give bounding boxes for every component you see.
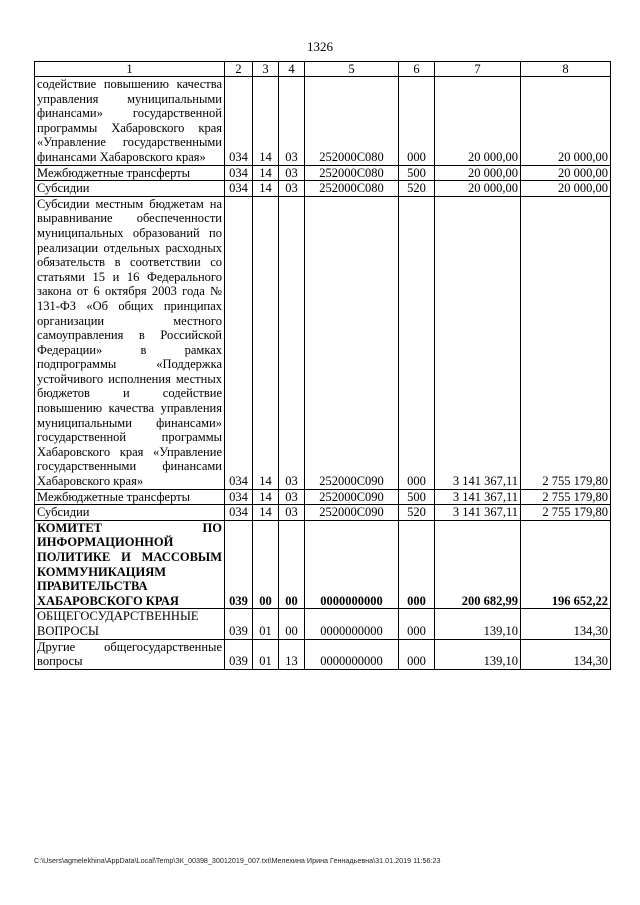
target-article-code: 252000С080 — [305, 77, 399, 166]
section-code: 14 — [253, 505, 279, 521]
table-row — [35, 520, 611, 609]
section-code: 00 — [253, 520, 279, 609]
header-row — [35, 62, 611, 77]
budget-item-name: Субсидии местным бюджетам на выравнивание обеспеченности муниципальных образований по реализации отдельных расходных обязательств в соответствии со статьями 15 и 16 Федерального закона от 6 октября 2003 года № 131-ФЗ «Об общих принципах организации местного самоуправления в Российской Федерации» в рамках подпрограммы «Поддержка устойчивого исполнения местных бюджетов и содействие повышению качества управления муниципальными финансами» государственной программы Хабаровского края «Управление государственными финансами Хабаровского края» — [35, 196, 225, 489]
amount-year-2: 134,30 — [521, 609, 611, 639]
column-header-5: 5 — [305, 62, 399, 77]
budget-item-name: Субсидии — [35, 181, 225, 197]
amount-year-1: 139,10 — [435, 639, 521, 669]
amount-year-1: 20 000,00 — [435, 77, 521, 166]
ministry-code: 034 — [225, 181, 253, 197]
subsection-code: 03 — [279, 505, 305, 521]
budget-item-name: Другие общегосударственные вопросы — [35, 639, 225, 669]
expense-type-code: 520 — [399, 181, 435, 197]
amount-year-2: 20 000,00 — [521, 165, 611, 181]
target-article-code: 0000000000 — [305, 609, 399, 639]
expense-type-code: 000 — [399, 520, 435, 609]
table-row — [35, 505, 611, 521]
table-row — [35, 165, 611, 181]
section-code: 14 — [253, 181, 279, 197]
budget-item-name: Межбюджетные трансферты — [35, 489, 225, 505]
column-header-2: 2 — [225, 62, 253, 77]
amount-year-2: 134,30 — [521, 639, 611, 669]
amount-year-1: 139,10 — [435, 609, 521, 639]
section-code: 14 — [253, 489, 279, 505]
amount-year-1: 200 682,99 — [435, 520, 521, 609]
expense-type-code: 000 — [399, 639, 435, 669]
target-article-code: 252000С080 — [305, 165, 399, 181]
budget-item-name: Межбюджетные трансферты — [35, 165, 225, 181]
ministry-code: 039 — [225, 639, 253, 669]
amount-year-2: 20 000,00 — [521, 77, 611, 166]
column-header-3: 3 — [253, 62, 279, 77]
amount-year-1: 3 141 367,11 — [435, 505, 521, 521]
table-row — [35, 489, 611, 505]
amount-year-1: 20 000,00 — [435, 181, 521, 197]
section-code: 14 — [253, 77, 279, 166]
section-code: 14 — [253, 196, 279, 489]
column-header-6: 6 — [399, 62, 435, 77]
expense-type-code: 500 — [399, 165, 435, 181]
section-code: 01 — [253, 609, 279, 639]
ministry-code: 034 — [225, 505, 253, 521]
section-code: 14 — [253, 165, 279, 181]
amount-year-1: 3 141 367,11 — [435, 489, 521, 505]
subsection-code: 03 — [279, 77, 305, 166]
ministry-code: 034 — [225, 489, 253, 505]
table-row — [35, 196, 611, 489]
subsection-code: 03 — [279, 489, 305, 505]
amount-year-2: 2 755 179,80 — [521, 489, 611, 505]
ministry-code: 034 — [225, 77, 253, 166]
ministry-code: 034 — [225, 165, 253, 181]
expense-type-code: 000 — [399, 609, 435, 639]
expense-type-code: 000 — [399, 196, 435, 489]
expense-type-code: 520 — [399, 505, 435, 521]
budget-item-name: ОБЩЕГОСУДАРСТВЕННЫЕ ВОПРОСЫ — [35, 609, 225, 639]
subsection-code: 03 — [279, 165, 305, 181]
target-article-code: 252000С090 — [305, 505, 399, 521]
column-header-1: 1 — [35, 62, 225, 77]
amount-year-1: 20 000,00 — [435, 165, 521, 181]
subsection-code: 03 — [279, 181, 305, 197]
column-header-4: 4 — [279, 62, 305, 77]
table-row — [35, 639, 611, 669]
budget-item-name: Субсидии — [35, 505, 225, 521]
ministry-code: 034 — [225, 196, 253, 489]
expense-type-code: 000 — [399, 77, 435, 166]
subsection-code: 00 — [279, 609, 305, 639]
ministry-code: 039 — [225, 609, 253, 639]
page-number: 1326 — [307, 39, 333, 54]
table-row — [35, 77, 611, 166]
target-article-code: 0000000000 — [305, 639, 399, 669]
amount-year-2: 196 652,22 — [521, 520, 611, 609]
section-code: 01 — [253, 639, 279, 669]
target-article-code: 252000С090 — [305, 489, 399, 505]
ministry-code: 039 — [225, 520, 253, 609]
budget-item-name: содействие повышению качества управления муниципальными финансами» государственной программы Хабаровского края «Управление государственными финансами Хабаровского края» — [35, 77, 225, 166]
budget-item-name: КОМИТЕТ ПО ИНФОРМАЦИОННОЙ ПОЛИТИКЕ И МАССОВЫМ КОММУНИКАЦИЯМ ПРАВИТЕЛЬСТВА ХАБАРОВСКОГО КРАЯ — [35, 520, 225, 609]
table-row — [35, 609, 611, 639]
target-article-code: 0000000000 — [305, 520, 399, 609]
subsection-code: 13 — [279, 639, 305, 669]
amount-year-2: 2 755 179,80 — [521, 505, 611, 521]
subsection-code: 00 — [279, 520, 305, 609]
amount-year-2: 2 755 179,80 — [521, 196, 611, 489]
budget-table — [34, 61, 611, 670]
expense-type-code: 500 — [399, 489, 435, 505]
target-article-code: 252000С080 — [305, 181, 399, 197]
amount-year-2: 20 000,00 — [521, 181, 611, 197]
column-header-8: 8 — [521, 62, 611, 77]
file-path-footer: C:\Users\agmelekhina\AppData\Local\Temp\ЗК_00398_30012019_007.txt\Мелехина Ирина Геннадьевна\31.01.2019 11:56:23 — [34, 856, 441, 865]
table-row — [35, 181, 611, 197]
amount-year-1: 3 141 367,11 — [435, 196, 521, 489]
subsection-code: 03 — [279, 196, 305, 489]
column-header-7: 7 — [435, 62, 521, 77]
target-article-code: 252000С090 — [305, 196, 399, 489]
